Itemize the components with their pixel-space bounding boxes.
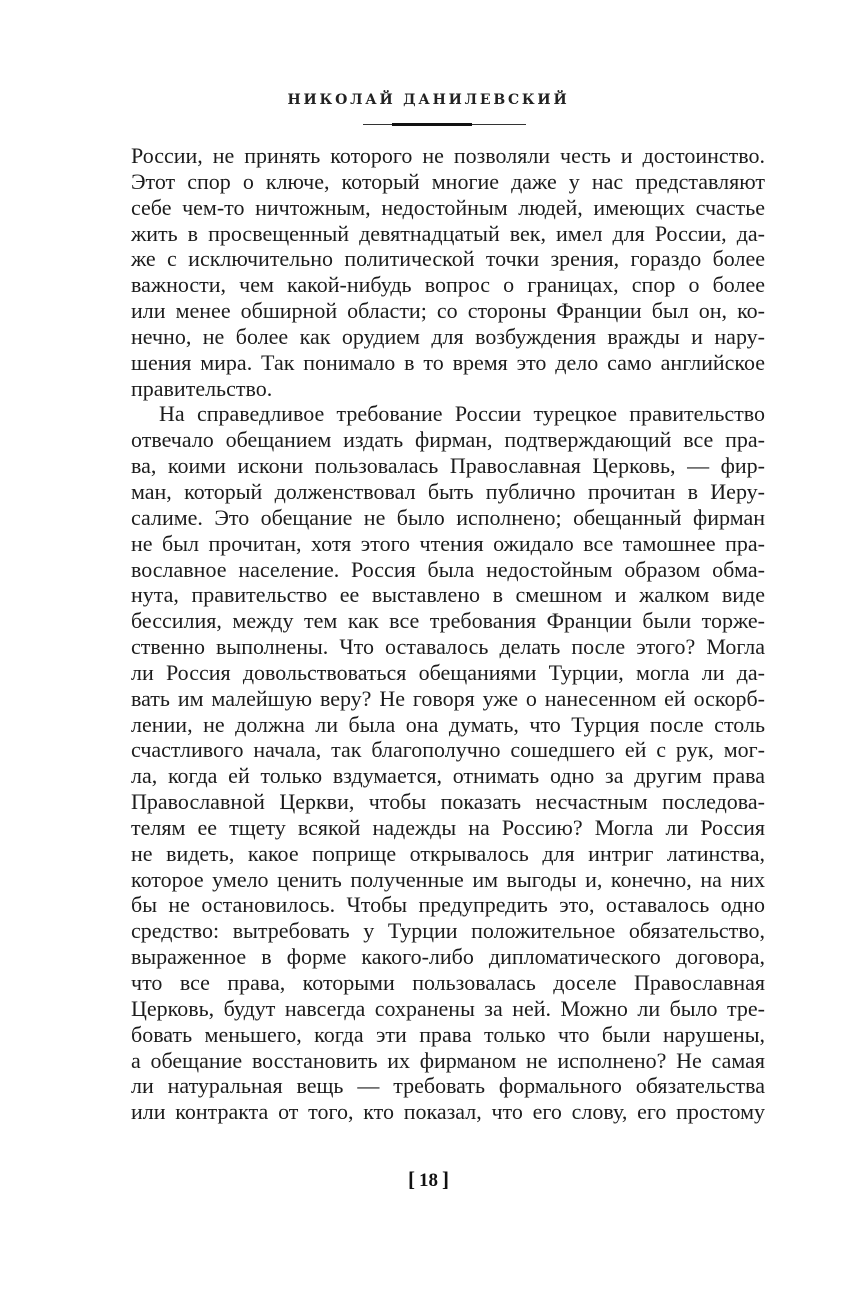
text-line: которое умело ценить полученные им выгоды и, конечно, на них <box>131 866 765 892</box>
text-line: выраженное в форме какого-либо дипломатического договора, <box>131 944 765 970</box>
text-line: ственно выполнены. Что оставалось делать после этого? Могла <box>131 634 765 660</box>
text-line: жить в просвещенный девятнадцатый век, имел для России, да- <box>131 220 765 246</box>
text-line: нута, правительство ее выставлено в смешном и жалком виде <box>131 582 765 608</box>
text-line: салиме. Это обещание не было исполнено; обещанный фирман <box>131 504 765 530</box>
right-bracket: ] <box>442 1167 449 1191</box>
text-line: правительство. <box>131 375 273 401</box>
paragraph-first-line: На справедливое требование России турецкое правительство <box>159 401 765 427</box>
text-line: а обещание восстановить их фирманом не исполнено? Не самая <box>131 1047 765 1073</box>
text-line: Православной Церкви, чтобы показать несчастным последова- <box>131 789 765 815</box>
text-line: счастливого начала, так благополучно сошедшего ей с рук, мог- <box>131 737 765 763</box>
header-rule-accent <box>392 123 472 126</box>
text-line: ли Россия довольствоваться обещаниями Турции, могла ли да- <box>131 659 765 685</box>
text-line: себе чем-то ничтожным, недостойным людей, имеющих счастье <box>131 194 765 220</box>
text-line: шения мира. Так понимало в то время это дело само английское <box>131 349 765 375</box>
text-line: ли натуральная вещь — требовать формального обязательства <box>131 1073 765 1099</box>
text-line: России, не принять которого не позволяли честь и достоинство. <box>131 143 765 168</box>
text-line: вославное население. Россия была недостойным образом обма- <box>131 556 765 582</box>
text-line: вать им малейшую веру? Не говоря уже о нанесенном ей оскорб- <box>131 685 765 711</box>
text-line: бовать меньшего, когда эти права только что были нарушены, <box>131 1021 765 1047</box>
page-number <box>0 1167 857 1192</box>
text-line: ва, коими искони пользовалась Православная Церковь, — фир- <box>131 453 765 479</box>
text-line: или менее обширной области; со стороны Франции был он, ко- <box>131 298 765 324</box>
text-line: Церковь, будут навсегда сохранены за ней. Можно ли было тре- <box>131 995 765 1021</box>
text-line: что все права, которыми пользовалась доселе Православная <box>131 970 765 995</box>
text-line: не видеть, какое поприще открывалось для интриг латинства, <box>131 840 765 866</box>
body-text <box>131 143 765 1125</box>
text-line: бы не остановилось. Чтобы предупредить это, оставалось одно <box>131 892 765 918</box>
text-line: или контракта от того, кто показал, что его слову, его простому <box>131 1099 765 1125</box>
text-line: бессилия, между тем как все требования Франции были торже- <box>131 608 765 634</box>
text-line: ман, который долженствовал быть публично прочитан в Иеру- <box>131 478 765 504</box>
page-number-value: 18 <box>419 1170 438 1191</box>
text-line: Этот спор о ключе, который многие даже у нас представляют <box>131 168 765 194</box>
text-line: отвечало обещанием издать фирман, подтверждающий все пра- <box>131 427 765 453</box>
text-line: телям ее тщету всякой надежды на Россию? Могла ли Россия <box>131 814 765 840</box>
running-head: НИКОЛАЙ ДАНИЛЕВСКИЙ <box>287 92 570 108</box>
text-line: же с исключительно политической точки зрения, гораздо более <box>131 246 765 272</box>
text-line: средство: вытребовать у Турции положительное обязательство, <box>131 918 765 944</box>
text-line: лении, не должна ли была она думать, что Турция после столь <box>131 711 765 737</box>
text-line: не был прочитан, хотя этого чтения ожидало все тамошнее пра- <box>131 530 765 556</box>
text-line: важности, чем какой-нибудь вопрос о границах, спор о более <box>131 272 765 298</box>
left-bracket: [ <box>408 1167 415 1191</box>
text-line: нечно, не более как орудием для возбуждения вражды и нару- <box>131 323 765 349</box>
text-line: ла, когда ей только вздумается, отнимать одно за другим права <box>131 763 765 789</box>
